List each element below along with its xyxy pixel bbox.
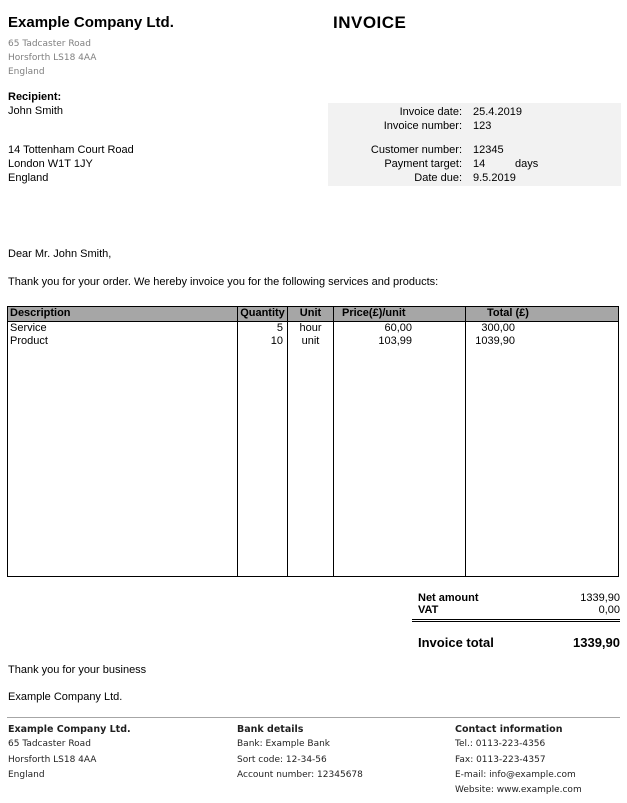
footer-bank-line: Account number: 12345678 xyxy=(237,769,363,780)
footer-contact-line: Tel.: 0113-223-4356 xyxy=(455,739,546,750)
totals-section xyxy=(412,592,620,650)
net-amount-row xyxy=(412,592,620,604)
item-quantity: 5 xyxy=(237,322,287,335)
date-due-value: 9.5.2019 xyxy=(473,172,516,184)
customer-number-value: 12345 xyxy=(473,144,504,156)
recipient-label: Recipient: xyxy=(8,91,62,103)
customer-number-row xyxy=(328,143,621,157)
payment-target-label: Payment target: xyxy=(384,158,462,170)
sender-address-line: England xyxy=(8,67,45,77)
letter-greeting: Dear Mr. John Smith, xyxy=(8,248,112,260)
table-filler-cell xyxy=(237,348,287,576)
footer-contact-line: Fax: 0113-223-4357 xyxy=(455,754,546,765)
item-price: 60,00 xyxy=(333,322,465,335)
invoice-number-value: 123 xyxy=(473,120,492,132)
recipient-name: John Smith xyxy=(8,105,64,117)
footer-bank-column xyxy=(237,722,363,783)
table-row xyxy=(8,335,618,348)
footer-bank-line: Sort code: 12-34-56 xyxy=(237,754,327,765)
item-price: 103,99 xyxy=(333,335,465,348)
footer-company-line: England xyxy=(8,769,45,780)
invoice-total-row xyxy=(412,635,620,650)
footer-contact-heading: Contact information xyxy=(455,724,563,735)
net-amount-label: Net amount xyxy=(418,592,479,604)
table-empty-area xyxy=(8,348,618,576)
date-due-label: Date due: xyxy=(414,172,462,184)
footer-contact-line: Website: www.example.com xyxy=(455,785,582,796)
item-description: Product xyxy=(10,335,48,347)
table-filler-cell xyxy=(287,348,333,576)
vat-value: 0,00 xyxy=(598,604,620,616)
item-unit: unit xyxy=(287,335,333,348)
payment-target-unit: days xyxy=(515,158,539,170)
item-total: 1039,90 xyxy=(465,335,618,348)
payment-target-value: 14 xyxy=(473,158,486,170)
recipient-address-line: England xyxy=(8,172,49,184)
invoice-total-label: Invoice total xyxy=(418,635,494,650)
payment-target-row xyxy=(328,157,621,171)
recipient-address-line: 14 Tottenham Court Road xyxy=(8,144,134,156)
item-unit: hour xyxy=(287,322,333,335)
footer-company-column xyxy=(8,722,131,783)
closing-signature: Example Company Ltd. xyxy=(8,691,123,703)
sender-company-name: Example Company Ltd. xyxy=(8,14,174,31)
footer-bank-line: Bank: Example Bank xyxy=(237,739,331,750)
footer-company-line: 65 Tadcaster Road xyxy=(8,739,91,750)
net-amount-value: 1339,90 xyxy=(580,592,620,604)
footer-company-heading: Example Company Ltd. xyxy=(8,724,131,735)
invoice-number-row xyxy=(328,119,621,133)
footer-company-line: Horsforth LS18 4AA xyxy=(8,754,97,765)
meta-spacer xyxy=(328,133,621,143)
invoice-date-label: Invoice date: xyxy=(399,106,462,118)
table-filler-cell xyxy=(333,348,465,576)
sender-address-line: Horsforth LS18 4AA xyxy=(8,53,97,63)
date-due-row xyxy=(328,171,621,185)
closing-thanks: Thank you for your business xyxy=(8,664,147,676)
vat-label: VAT xyxy=(418,604,439,616)
sender-address-line: 65 Tadcaster Road xyxy=(8,39,91,49)
invoice-meta-box xyxy=(328,103,621,186)
item-total: 300,00 xyxy=(465,322,618,335)
customer-number-label: Customer number: xyxy=(370,144,462,156)
table-header-row xyxy=(8,307,618,322)
invoice-date-row xyxy=(328,105,621,119)
invoice-total-value: 1339,90 xyxy=(573,635,620,650)
col-header-description: Description xyxy=(10,307,71,319)
vat-row xyxy=(412,604,620,616)
col-header-unit: Unit xyxy=(287,307,333,321)
col-header-price: Price(£)/unit xyxy=(333,307,465,321)
recipient-block xyxy=(8,90,63,118)
footer-divider xyxy=(7,717,620,718)
footer-contact-column xyxy=(455,722,582,798)
invoice-number-label: Invoice number: xyxy=(383,120,462,132)
footer-contact-line: E-mail: info@example.com xyxy=(455,769,576,780)
page-title: INVOICE xyxy=(333,13,407,32)
recipient-address xyxy=(8,143,134,185)
item-description: Service xyxy=(10,322,47,334)
subtotal-rows xyxy=(412,592,620,622)
footer-bank-heading: Bank details xyxy=(237,724,304,735)
line-items-table xyxy=(7,306,619,577)
table-filler-cell xyxy=(8,348,237,576)
col-header-quantity: Quantity xyxy=(237,307,287,321)
item-quantity: 10 xyxy=(237,335,287,348)
col-header-total: Total (£) xyxy=(465,307,618,321)
sender-address xyxy=(8,37,96,79)
recipient-address-line: London W1T 1JY xyxy=(8,158,93,170)
letter-intro: Thank you for your order. We hereby invoice you for the following services and products: xyxy=(8,276,439,288)
table-row xyxy=(8,322,618,335)
invoice-date-value: 25.4.2019 xyxy=(473,106,522,118)
table-filler-cell xyxy=(465,348,618,576)
